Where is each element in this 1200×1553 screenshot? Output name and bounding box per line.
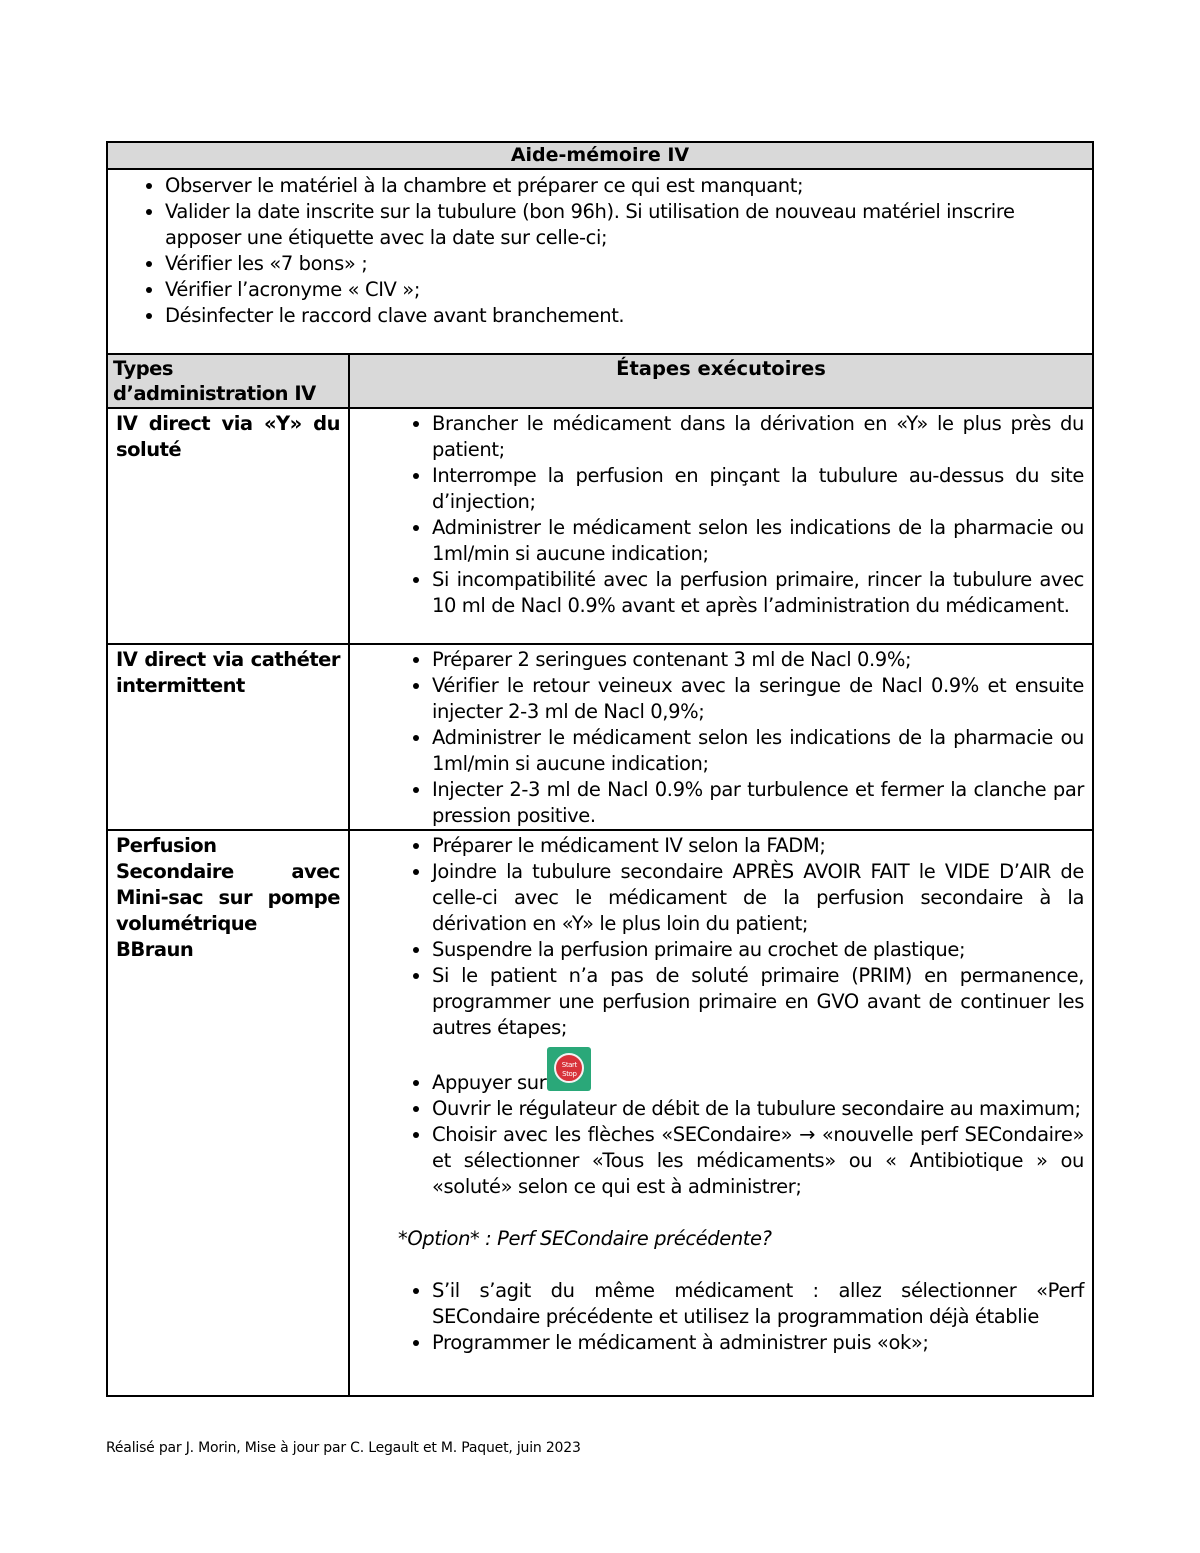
option-note: *Option* : Perf SECondaire précédente? [398, 1227, 772, 1250]
aide-memoire-title: Aide-mémoire IV [108, 143, 1092, 170]
list-item: • Observer le matériel à la chambre et préparer ce qui est manquant; [165, 173, 1084, 199]
row-steps-iv-catheter [349, 644, 1093, 830]
list-item: • Valider la date inscrite sur la tubulure (bon 96h). Si utilisation de nouveau matériel inscrire apposer une étiquette avec la date sur celle-ci; [165, 199, 1084, 251]
start-stop-button-icon [547, 1047, 591, 1091]
list-item: • Brancher le médicament dans la dérivation en «Y» le plus près du patient; [432, 411, 1084, 463]
row-title-iv-direct-y: IV direct via «Y» du soluté [107, 408, 349, 644]
table-header-row [107, 354, 1093, 408]
list-item: • Vérifier l’acronyme « CIV »; [165, 277, 1084, 303]
table-row [107, 408, 1093, 644]
col-header-steps: Étapes exécutoires [349, 354, 1093, 408]
list-item: • Injecter 2-3 ml de Nacl 0.9% par turbulence et fermer la clanche par pression positive. [432, 777, 1084, 829]
list-item: • Désinfecter le raccord clave avant branchement. [165, 303, 1084, 329]
list-item: • Si le patient n’a pas de soluté primaire (PRIM) en permanence, programmer une perfusion primaire en GVO avant de continuer les autres étapes; [432, 963, 1084, 1041]
list-item: • Choisir avec les flèches «SECondaire» → «nouvelle perf SECondaire» et sélectionner «Tous les médicaments» ou « Antibiotique » ou «soluté» selon ce qui est à administrer; [432, 1122, 1084, 1200]
row-title-perfusion-secondaire: Perfusion Secondaire avec Mini-sac sur pompe volumétrique BBraun [107, 830, 349, 1396]
row-steps-iv-direct-y [349, 408, 1093, 644]
list-item: • Vérifier le retour veineux avec la seringue de Nacl 0.9% et ensuite injecter 2-3 ml de Nacl 0,9%; [432, 673, 1084, 725]
list-item: • Si incompatibilité avec la perfusion primaire, rincer la tubulure avec 10 ml de Nacl 0.9% avant et après l’administration du médicament. [432, 567, 1084, 619]
press-label: Appuyer sur [432, 1071, 547, 1094]
col-header-types: Types d’administration IV [107, 354, 349, 408]
row-title-iv-catheter: IV direct via cathéter intermittent [107, 644, 349, 830]
list-item: • S’il s’agit du même médicament : allez sélectionner «Perf SECondaire précédente et utilisez la programmation déjà établie [432, 1278, 1084, 1330]
list-item: • Interrompe la perfusion en pinçant la tubulure au-dessus du site d’injection; [432, 463, 1084, 515]
list-item: • Programmer le médicament à administrer puis «ok»; [432, 1330, 1084, 1356]
list-item: • Préparer 2 seringues contenant 3 ml de Nacl 0.9%; [432, 647, 1084, 673]
list-item: • Vérifier les «7 bons» ; [165, 251, 1084, 277]
list-item-press-stop [432, 1047, 1084, 1096]
aide-memoire-list [108, 173, 1084, 329]
aide-memoire-box [106, 141, 1094, 355]
aide-memoire-body [108, 170, 1092, 353]
list-item: • Ouvrir le régulateur de débit de la tubulure secondaire au maximum; [432, 1096, 1084, 1122]
list-item: • Préparer le médicament IV selon la FADM; [432, 833, 1084, 859]
list-item: • Administrer le médicament selon les indications de la pharmacie ou 1ml/min si aucune indication; [432, 515, 1084, 567]
table-row [107, 830, 1093, 1396]
footer-credit: Réalisé par J. Morin, Mise à jour par C. Legault et M. Paquet, juin 2023 [106, 1440, 581, 1456]
list-item: • Administrer le médicament selon les indications de la pharmacie ou 1ml/min si aucune indication; [432, 725, 1084, 777]
start-stop-text: Start Stop [554, 1053, 584, 1083]
table-row [107, 644, 1093, 830]
list-item: • Suspendre la perfusion primaire au crochet de plastique; [432, 937, 1084, 963]
row-steps-perfusion-secondaire [349, 830, 1093, 1396]
steps-table [106, 353, 1094, 1397]
list-item: • Joindre la tubulure secondaire APRÈS AVOIR FAIT le VIDE D’AIR de celle-ci avec le médicament de la perfusion secondaire à la dérivation en «Y» le plus loin du patient; [432, 859, 1084, 937]
